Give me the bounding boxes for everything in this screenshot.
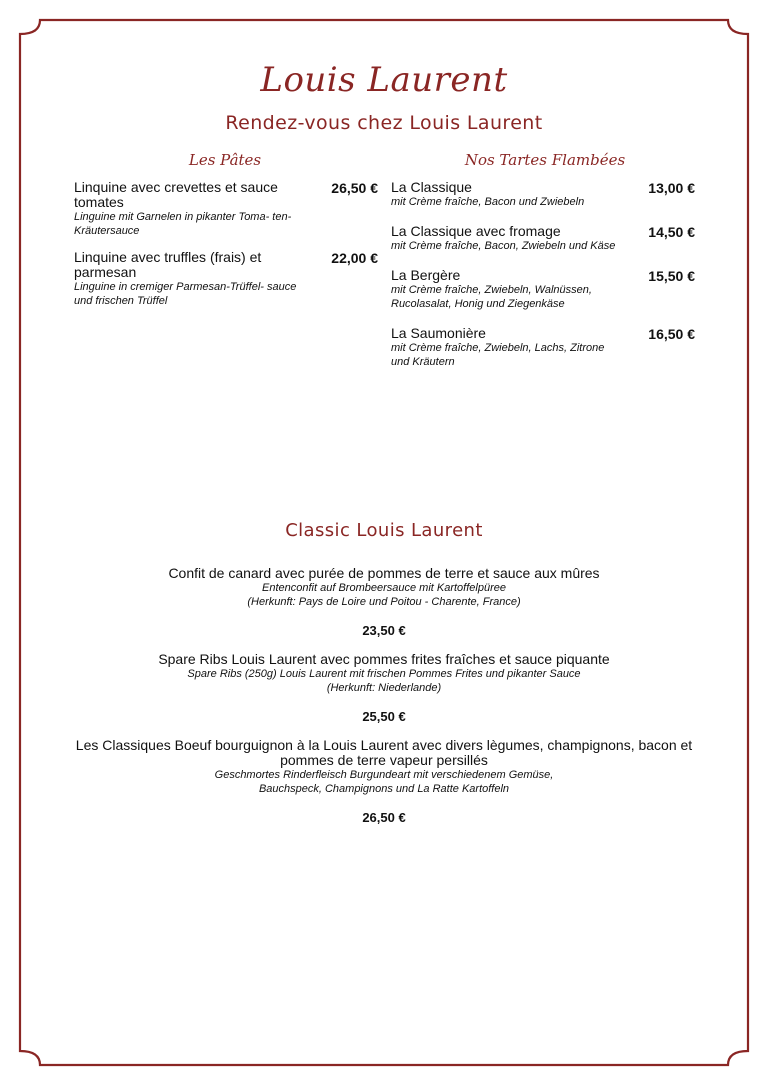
menu-item — [74, 250, 378, 308]
item-description: mit Crème fraîche, Zwiebeln, Lachs, Zitrone und Kräutern — [391, 342, 605, 368]
item-name: Les Classiques Boeuf bourguignon à la Louis Laurent avec divers lègumes, champignons, bacon et pommes de terre vapeur persillés — [75, 737, 693, 768]
page-subtitle: Rendez-vous chez Louis Laurent — [225, 112, 543, 134]
item-price: 26,50 € — [362, 810, 406, 825]
item-price: 16,50 € — [648, 326, 695, 342]
menu-item — [391, 268, 695, 311]
item-description: mit Crème fraîche, Zwiebeln, Walnüssen, Rucolasalat, Honig und Ziegenkäse — [391, 284, 592, 310]
pates-heading: Les Pâtes — [188, 151, 262, 169]
item-description: Entenconfit auf Brombeersauce mit Kartoffelpüree — [262, 582, 506, 594]
item-price: 22,00 € — [331, 250, 378, 266]
menu-item — [391, 180, 695, 209]
item-name: La Classique avec fromage — [391, 223, 561, 239]
item-price: 25,50 € — [362, 709, 406, 724]
item-description: Linguine mit Garnelen in pikanter Toma- ten-Kräutersauce — [74, 211, 292, 237]
item-name: Linquine avec crevettes et sauce tomates — [74, 179, 278, 210]
item-name: La Bergère — [391, 267, 461, 283]
menu-item — [74, 180, 378, 238]
item-name: Linquine avec truffles (frais) et parmesan — [74, 249, 262, 280]
item-name: La Saumonière — [391, 325, 486, 341]
menu-item — [60, 738, 708, 825]
item-price: 26,50 € — [331, 180, 378, 196]
pates-list — [74, 180, 378, 320]
item-description: mit Crème fraîche, Bacon, Zwiebeln und Käse — [391, 240, 616, 252]
item-price: 15,50 € — [648, 268, 695, 284]
item-description: Spare Ribs (250g) Louis Laurent mit frischen Pommes Frites und pikanter Sauce — [187, 668, 581, 680]
menu-item — [391, 224, 695, 253]
restaurant-name: Louis Laurent — [260, 60, 508, 100]
item-price: 13,00 € — [648, 180, 695, 196]
classic-heading: Classic Louis Laurent — [285, 520, 483, 541]
item-description-cont: Bauchspeck, Champignons und La Ratte Kartoffeln — [258, 783, 510, 795]
item-description: mit Crème fraîche, Bacon und Zwiebeln — [391, 196, 585, 208]
menu-item — [60, 652, 708, 724]
item-origin: (Herkunft: Niederlande) — [326, 682, 442, 694]
item-name: Spare Ribs Louis Laurent avec pommes frites fraîches et sauce piquante — [158, 651, 610, 667]
item-origin: (Herkunft: Pays de Loire und Poitou - Charente, France) — [247, 596, 521, 608]
menu-item — [391, 326, 695, 369]
item-name: Confit de canard avec purée de pommes de terre et sauce aux mûres — [168, 565, 600, 581]
menu-item — [60, 566, 708, 638]
tartes-heading: Nos Tartes Flambées — [464, 151, 626, 169]
item-description: Geschmortes Rinderfleisch Burgundeart mit verschiedenem Gemüse, — [214, 769, 554, 781]
tartes-list — [391, 180, 695, 384]
item-price: 23,50 € — [362, 623, 406, 638]
item-price: 14,50 € — [648, 224, 695, 240]
classic-list — [60, 566, 708, 834]
item-description: Linguine in cremiger Parmesan-Trüffel- sauce und frischen Trüffel — [74, 281, 297, 307]
item-name: La Classique — [391, 179, 472, 195]
